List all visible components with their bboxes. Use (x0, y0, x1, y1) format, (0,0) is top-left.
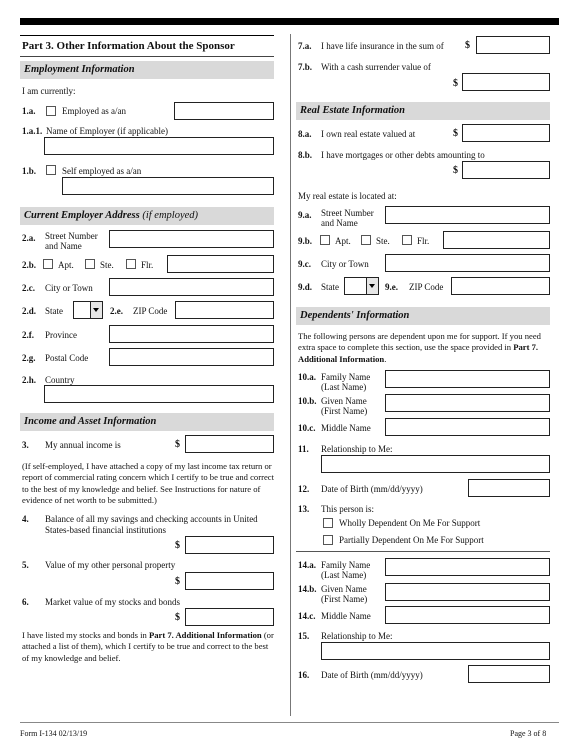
state-dropdown[interactable] (73, 301, 103, 319)
q9c-number: 9.c. (298, 259, 311, 269)
employment-heading: Employment Information (20, 61, 274, 79)
real-estate-value-field[interactable] (462, 124, 550, 142)
q13-number: 13. (298, 504, 310, 514)
self-employed-label: Self employed as a/an (62, 166, 142, 176)
employment-intro: I am currently: (22, 86, 76, 96)
re-apt-label: Apt. (335, 236, 351, 246)
dep2-middle-field[interactable] (385, 606, 550, 624)
zip-field[interactable] (175, 301, 274, 319)
dep1-relationship-label: Relationship to Me: (321, 444, 393, 454)
street-label: Street Number and Name (45, 231, 98, 251)
dep1-family-label: Family Name (Last Name) (321, 372, 371, 392)
q14b-number: 14.b. (298, 584, 317, 594)
q2a-number: 2.a. (22, 233, 36, 243)
q2g-number: 2.g. (22, 353, 36, 363)
dep1-dob-field[interactable] (468, 479, 550, 497)
chevron-down-icon[interactable] (366, 278, 378, 294)
q12-number: 12. (298, 484, 310, 494)
footer-rule (20, 722, 559, 723)
q7b-dollar: $ (453, 78, 458, 89)
savings-field[interactable] (185, 536, 274, 554)
re-flr-checkbox[interactable] (402, 235, 412, 245)
re-street-field[interactable] (385, 206, 550, 224)
self-employed-checkbox[interactable] (46, 165, 56, 175)
dep1-relationship-field[interactable] (321, 455, 550, 473)
stocks-field[interactable] (185, 608, 274, 626)
q10b-number: 10.b. (298, 396, 317, 406)
re-city-field[interactable] (385, 254, 550, 272)
q8a-dollar: $ (453, 128, 458, 139)
postal-label: Postal Code (45, 353, 89, 363)
q5-dollar: $ (175, 576, 180, 587)
q9d-number: 9.d. (298, 282, 313, 292)
country-field[interactable] (44, 385, 274, 403)
zip-label: ZIP Code (133, 306, 168, 316)
stocks-statement (22, 630, 274, 664)
q2h-number: 2.h. (22, 375, 37, 385)
q8a-number: 8.a. (298, 129, 312, 139)
employer-address-heading-suffix: (if employed) (142, 210, 199, 221)
savings-label: Balance of all my savings and checking accounts in United States-based financial institutions (45, 514, 258, 535)
dependents-intro-ref: Part 7. Additional Information (298, 342, 539, 364)
unit-number-field[interactable] (167, 255, 274, 273)
part-top-rule (20, 35, 274, 36)
mortgages-label: I have mortgages or other debts amounting to (321, 150, 485, 160)
employed-checkbox[interactable] (46, 106, 56, 116)
real-estate-heading: Real Estate Information (296, 102, 550, 120)
re-state-dropdown[interactable] (344, 277, 379, 295)
employer-address-heading (20, 207, 274, 225)
apt-label: Apt. (58, 260, 74, 270)
page-number: Page 3 of 8 (510, 729, 547, 738)
q7b-number: 7.b. (298, 62, 313, 72)
stocks-label: Market value of my stocks and bonds (45, 597, 180, 607)
city-field[interactable] (109, 278, 274, 296)
dep2-given-label: Given Name (First Name) (321, 584, 368, 604)
life-insurance-label: I have life insurance in the sum of (321, 41, 444, 51)
dep1-partially-checkbox[interactable] (323, 535, 333, 545)
dep1-status-label: This person is: (321, 504, 374, 514)
dependents-intro-post: . (384, 353, 387, 364)
city-label: City or Town (45, 283, 93, 293)
q8b-dollar: $ (453, 165, 458, 176)
re-ste-label: Ste. (376, 236, 390, 246)
q9e-number: 9.e. (385, 282, 398, 292)
flr-label: Flr. (141, 260, 154, 270)
employed-as-field[interactable] (174, 102, 274, 120)
re-state-label: State (321, 282, 339, 292)
dependents-intro (298, 331, 552, 365)
q7a-dollar: $ (465, 40, 470, 51)
q1a1-number: 1.a.1. (22, 126, 43, 136)
apt-checkbox[interactable] (43, 259, 53, 269)
dependents-intro-pre: The following persons are dependent upon me for support. If you need extra space to complete this section, use the space provided in (298, 331, 541, 353)
q10c-number: 10.c. (298, 423, 316, 433)
dep2-relationship-label: Relationship to Me: (321, 631, 393, 641)
dep1-middle-field[interactable] (385, 418, 550, 436)
re-flr-label: Flr. (417, 236, 430, 246)
ste-label: Ste. (100, 260, 114, 270)
employer-address-heading-text: Current Employer Address (24, 210, 140, 221)
q3-dollar: $ (175, 439, 180, 450)
dep1-middle-label: Middle Name (321, 423, 371, 433)
state-label: State (45, 306, 63, 316)
annual-income-label: My annual income is (45, 440, 121, 450)
dependents-heading: Dependents' Information (296, 307, 550, 325)
cash-surrender-label: With a cash surrender value of (321, 62, 431, 72)
re-city-label: City or Town (321, 259, 369, 269)
form-identifier: Form I-134 02/13/19 (20, 729, 88, 738)
dep2-given-field[interactable] (385, 583, 550, 601)
province-label: Province (45, 330, 77, 340)
part-bottom-rule (20, 56, 274, 57)
dep1-wholly-label: Wholly Dependent On Me For Support (339, 518, 481, 528)
q6-number: 6. (22, 597, 29, 607)
q1b-number: 1.b. (22, 166, 37, 176)
re-street-label: Street Number and Name (321, 208, 374, 228)
province-field[interactable] (109, 325, 274, 343)
q2b-number: 2.b. (22, 260, 37, 270)
cash-surrender-field[interactable] (462, 73, 550, 91)
ste-checkbox[interactable] (85, 259, 95, 269)
flr-checkbox[interactable] (126, 259, 136, 269)
q1a-number: 1.a. (22, 106, 36, 116)
dep1-family-field[interactable] (385, 370, 550, 388)
dep1-wholly-checkbox[interactable] (323, 518, 333, 528)
dep1-dob-label: Date of Birth (mm/dd/yyyy) (321, 484, 423, 494)
q2e-number: 2.e. (110, 306, 123, 316)
q9a-number: 9.a. (298, 210, 312, 220)
mortgages-field[interactable] (462, 161, 550, 179)
dep1-given-field[interactable] (385, 394, 550, 412)
employer-name-label: Name of Employer (if applicable) (46, 126, 168, 136)
chevron-down-icon[interactable] (90, 302, 102, 318)
dep2-family-field[interactable] (385, 558, 550, 576)
dep2-family-label: Family Name (Last Name) (321, 560, 371, 580)
q2d-number: 2.d. (22, 306, 37, 316)
country-label: Country (45, 375, 75, 385)
real-estate-value-label: I own real estate valued at (321, 129, 416, 139)
personal-property-field[interactable] (185, 572, 274, 590)
column-divider (290, 34, 291, 716)
dep2-dob-label: Date of Birth (mm/dd/yyyy) (321, 670, 423, 680)
q15-number: 15. (298, 631, 310, 641)
re-unit-number-field[interactable] (443, 231, 550, 249)
q6-dollar: $ (175, 612, 180, 623)
dep1-partially-label: Partially Dependent On Me For Support (339, 535, 484, 545)
q8b-number: 8.b. (298, 150, 313, 160)
annual-income-field[interactable] (185, 435, 274, 453)
dependent-separator (296, 551, 550, 552)
q4-number: 4. (22, 514, 29, 524)
street-field[interactable] (109, 230, 274, 248)
self-employed-note: (If self-employed, I have attached a copy of my last income tax return or report of commercial rating concern which I certify to be true and correct to the best of my knowledge and belief. See Instructions for nature of evidence of net worth to be submitted.) (22, 461, 274, 505)
q14c-number: 14.c. (298, 611, 316, 621)
dep2-middle-label: Middle Name (321, 611, 371, 621)
part-title: Part 3. Other Information About the Sponsor (22, 40, 235, 52)
q10a-number: 10.a. (298, 372, 316, 382)
q9b-number: 9.b. (298, 236, 313, 246)
real-estate-location-label: My real estate is located at: (298, 191, 397, 201)
q11-number: 11. (298, 444, 309, 454)
employer-name-field[interactable] (44, 137, 274, 155)
q4-dollar: $ (175, 540, 180, 551)
re-apt-checkbox[interactable] (320, 235, 330, 245)
personal-property-label: Value of my other personal property (45, 560, 176, 570)
dep2-relationship-field[interactable] (321, 642, 550, 660)
employed-label: Employed as a/an (62, 106, 126, 116)
top-rule (20, 18, 559, 25)
dep2-dob-field[interactable] (468, 665, 550, 683)
re-zip-label: ZIP Code (409, 282, 444, 292)
dep1-given-label: Given Name (First Name) (321, 396, 368, 416)
stocks-statement-post: (or attached a list of them), which I certify to be true and correct to the best of my knowledge and belief. (22, 630, 274, 663)
income-heading: Income and Asset Information (20, 413, 274, 431)
q7a-number: 7.a. (298, 41, 312, 51)
q2f-number: 2.f. (22, 330, 34, 340)
stocks-statement-pre: I have listed my stocks and bonds in (22, 630, 149, 640)
q16-number: 16. (298, 670, 310, 680)
re-ste-checkbox[interactable] (361, 235, 371, 245)
life-insurance-field[interactable] (476, 36, 550, 54)
re-zip-field[interactable] (451, 277, 550, 295)
stocks-statement-ref: Part 7. Additional Information (148, 630, 262, 640)
self-employed-field[interactable] (62, 177, 274, 195)
q2c-number: 2.c. (22, 283, 35, 293)
postal-code-field[interactable] (109, 348, 274, 366)
q3-number: 3. (22, 440, 29, 450)
q14a-number: 14.a. (298, 560, 316, 570)
q5-number: 5. (22, 560, 29, 570)
